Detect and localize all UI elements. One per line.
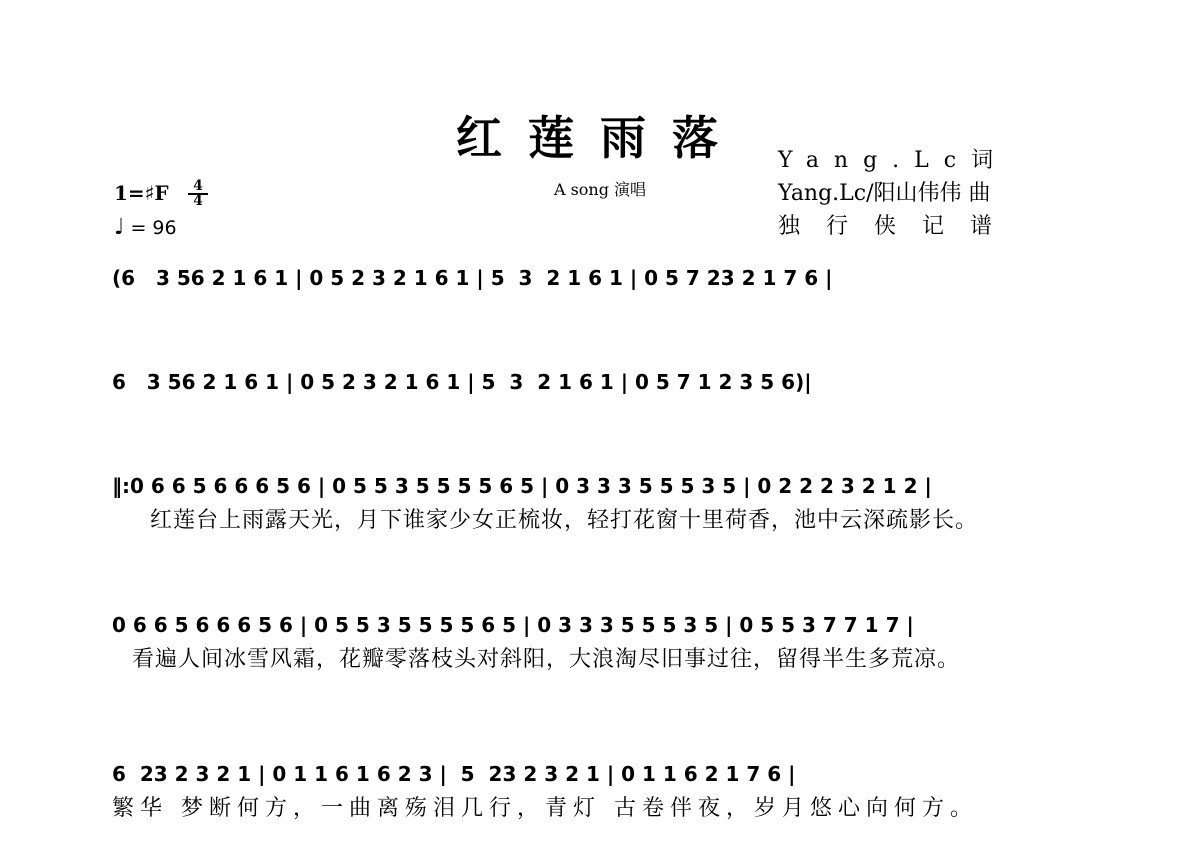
lyric-line-2: 看遍人间冰雪风霜，花瓣零落枝头对斜阳，大浪淘尽旧事过往，留得半生多荒凉。 (132, 647, 961, 672)
lyric-line-3: 繁华 梦断何方，一曲离殇泪几行，青灯 古卷伴夜，岁月悠心向何方。 (112, 796, 978, 821)
tempo-value: = 96 (130, 217, 177, 239)
score-line-verse-1: ‖:0 6 6 5 6 6 6 5 6 | 0 5 5 3 5 5 5 5 6 5 | 0 3 3 3 5 5 5 3 5 | 0 2 2 2 3 2 1 2 | (112, 474, 932, 498)
quarter-note-icon: ♩ (114, 215, 125, 240)
time-signature-top: 4 (188, 180, 208, 195)
composer-credit: Yang.Lc/阳山伟伟 曲 (778, 181, 991, 206)
song-title: 红莲雨落 (456, 111, 744, 165)
time-signature (188, 180, 208, 208)
lyricist-credit: Yang.Lc词 (778, 148, 1009, 173)
score-line-chorus: 6 23 2 3 2 1 | 0 1 1 6 1 6 2 3 | 5 23 2 3 2 1 | 0 1 1 6 2 1 7 6 | (112, 762, 796, 786)
score-line-intro-2: 6 3 56 2 1 6 1 | 0 5 2 3 2 1 6 1 | 5 3 2 1 6 1 | 0 5 7 1 2 3 5 6)| (112, 370, 812, 394)
tempo-marking (114, 216, 177, 240)
singer-credit: A song 演唱 (553, 180, 647, 199)
key-signature: 1=♯F (114, 181, 169, 205)
score-line-verse-2: 0 6 6 5 6 6 6 5 6 | 0 5 5 3 5 5 5 5 6 5 | 0 3 3 3 5 5 5 3 5 | 0 5 5 3 7 7 1 7 | (112, 613, 914, 637)
time-signature-bottom: 4 (193, 193, 203, 209)
score-line-intro-1: (6 3 56 2 1 6 1 | 0 5 2 3 2 1 6 1 | 5 3 2 1 6 1 | 0 5 7 23 2 1 7 6 | (112, 266, 833, 290)
lyric-line-1: 红莲台上雨露天光，月下谁家少女正梳妆，轻打花窗十里荷香，池中云深疏影长。 (150, 508, 979, 533)
transcriber-credit: 独行侠记谱 (778, 214, 1019, 239)
